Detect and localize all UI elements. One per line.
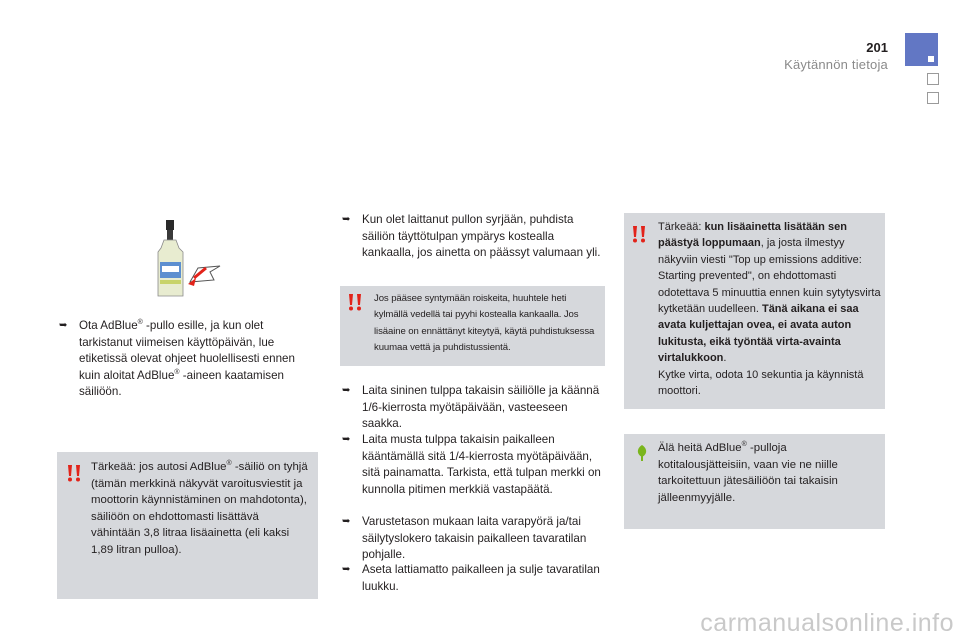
warning-box-restart [624, 213, 885, 409]
step-floor-mat [342, 562, 607, 595]
warning-box-empty-tank [57, 452, 318, 599]
step-spare-wheel [342, 514, 607, 564]
adblue-bottle-illustration [150, 218, 230, 300]
warning-box-splash [340, 286, 605, 366]
environment-box [624, 434, 885, 529]
step-text: Varustetason mukaan laita varapyörä ja/tai säilytyslokero takaisin paikalleen tavaratilan pohjalle. [362, 515, 587, 561]
step-text: Kun olet laittanut pullon syrjään, puhdista säiliön täyttötulpan ympärys kostealla kankaalla, jos ainetta on päässyt valumaan yli. [362, 213, 601, 259]
arrow-bullet-icon: ➥ [342, 385, 351, 396]
exclamation-warning-icon [348, 293, 363, 311]
step-clean-filler [342, 212, 607, 262]
chapter-tab-empty-1[interactable] [927, 73, 939, 85]
arrow-bullet-icon: ➥ [342, 564, 351, 575]
watermark: carmanualsonline.info [700, 609, 954, 637]
chapter-tab-empty-2[interactable] [927, 92, 939, 104]
arrow-bullet-icon: ➥ [342, 214, 351, 225]
warning-text: Jos pääsee syntymään roiskeita, huuhtele heti kylmällä vedellä tai pyyhi kostealla kankaalla. Jos lisäaine on ennättänyt kiteytyä, käytä puhdistuksessa kuumaa vettä ja puhdistussientä. [374, 293, 595, 353]
adblue-bottle-icon [150, 218, 230, 300]
arrow-bullet-icon: ➥ [342, 434, 351, 445]
exclamation-warning-icon [632, 225, 647, 243]
arrow-bullet-icon: ➥ [59, 320, 68, 331]
environment-text: Älä heitä AdBlue® -pulloja kotitalousjätteisiin, vaan vie ne niille tarkoitettuun jätesäiliöön tai takaisin jälleenmyyjälle. [658, 441, 838, 504]
warning-text: Tärkeää: jos autosi AdBlue® -säiliö on tyhjä (tämän merkkinä näkyvät varoitusviestit ja moottorin käynnistäminen on mahdotonta), säiliöön on ehdottomasti lisättävä vähintään 3,8 litraa lisäainetta (eli kaksi 1,89 litran pulloa). [91, 460, 308, 556]
exclamation-warning-icon [67, 464, 82, 482]
environment-leaf-icon [634, 444, 650, 462]
step-text: Aseta lattiamatto paikalleen ja sulje tavaratilan luukku. [362, 563, 600, 593]
step-text: Ota AdBlue® -pullo esille, ja kun olet tarkistanut viimeisen käyttöpäivän, lue etiketissä olevat ohjeet huolellisesti ennen kuin aloitat AdBlue® -aineen kaatamisen säiliöön. [79, 319, 295, 398]
warning-text: Tärkeää: kun lisäainetta lisätään sen päästyä loppumaan, ja josta ilmestyy näkyviin viesti "Top up emissions additive: Starting prevented", on ehdottomasti odotettava 5 minuuttia ennen kuin sytytysvirta kytketään uudelleen. Tänä aikana ei saa avata kuljettajan ovea, ei avata auton lukitusta, eikä työntää virta-avainta virtalukkoon. Kytke virta, odota 10 sekuntia ja käynnistä moottori. [658, 221, 881, 398]
page-number: 201 [866, 40, 888, 55]
step-black-cap [342, 432, 607, 498]
step-blue-cap [342, 383, 607, 433]
chapter-tab[interactable] [905, 33, 938, 66]
tab-dot [928, 56, 934, 62]
step-text: Laita musta tulppa takaisin paikalleen kääntämällä sitä 1/4-kierrosta myötäpäivään, sitä painamatta. Tarkista, että tulpan merkki on kunnolla pitimen merkkiä vastapäätä. [362, 433, 601, 496]
arrow-bullet-icon: ➥ [342, 516, 351, 527]
step-text: Laita sininen tulppa takaisin säiliölle ja käännä 1/6-kierrosta myötäpäivään, vasteeseen saakka. [362, 384, 600, 430]
section-title: Käytännön tietoja [784, 57, 888, 72]
step-take-bottle [59, 318, 319, 401]
